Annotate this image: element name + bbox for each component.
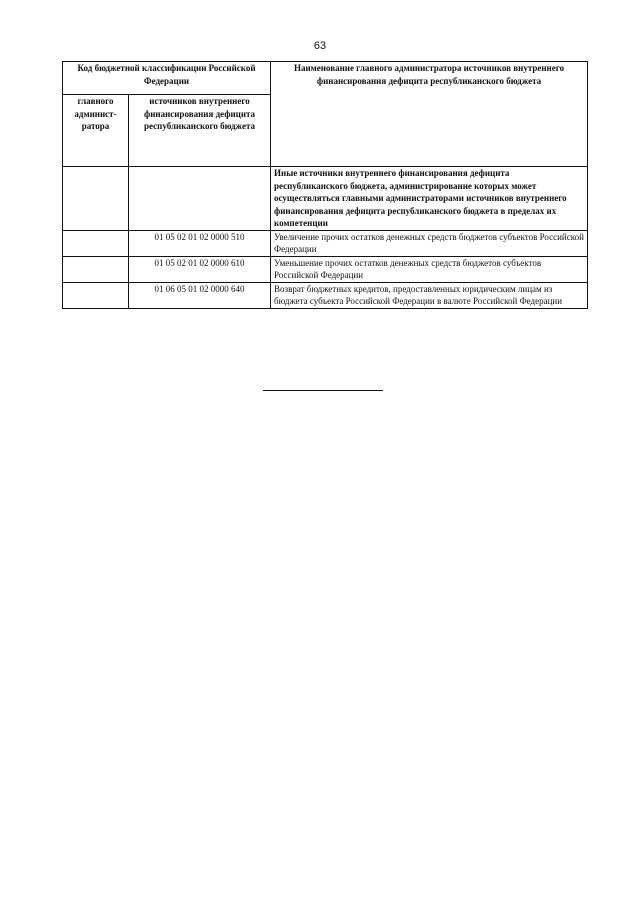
cell-code — [129, 167, 271, 231]
table-row — [63, 167, 588, 231]
cell-code: 01 05 02 01 02 0000 610 — [129, 256, 271, 282]
cell-admin — [63, 167, 129, 231]
header-code-group: Код бюджетной классификации Российской Федерации — [63, 62, 271, 95]
page-number: 63 — [313, 40, 327, 52]
cell-name: Увеличение прочих остатков денежных средств бюджетов субъектов Российской Федерации — [271, 230, 588, 256]
header-name: Наименование главного администратора источников внутреннего финансирования дефицита республиканского бюджета — [271, 62, 588, 167]
cell-admin — [63, 230, 129, 256]
cell-code: 01 05 02 01 02 0000 510 — [129, 230, 271, 256]
table-row — [63, 230, 588, 256]
cell-admin — [63, 282, 129, 308]
cell-code: 01 06 05 01 02 0000 640 — [129, 282, 271, 308]
table-row — [63, 282, 588, 308]
budget-classification-table — [62, 61, 588, 309]
table-row — [63, 256, 588, 282]
cell-name: Иные источники внутреннего финансирования дефицита республиканского бюджета, администрирование которых может осуществляться главными администраторами источников внутреннего финансирования дефицита республиканского бюджета в пределах их компетенции — [271, 167, 588, 231]
cell-name: Возврат бюджетных кредитов, предоставленных юридическим лицам из бюджета субъекта Российской Федерации в валюте Российской Федерации — [271, 282, 588, 308]
table-header-row — [63, 62, 588, 95]
header-admin: главного админист-ратора — [63, 95, 129, 167]
cell-name: Уменьшение прочих остатков денежных средств бюджетов субъектов Российской Федерации — [271, 256, 588, 282]
end-divider-line — [263, 390, 383, 391]
header-source: источников внутреннего финансирования дефицита республиканского бюджета — [129, 95, 271, 167]
cell-admin — [63, 256, 129, 282]
